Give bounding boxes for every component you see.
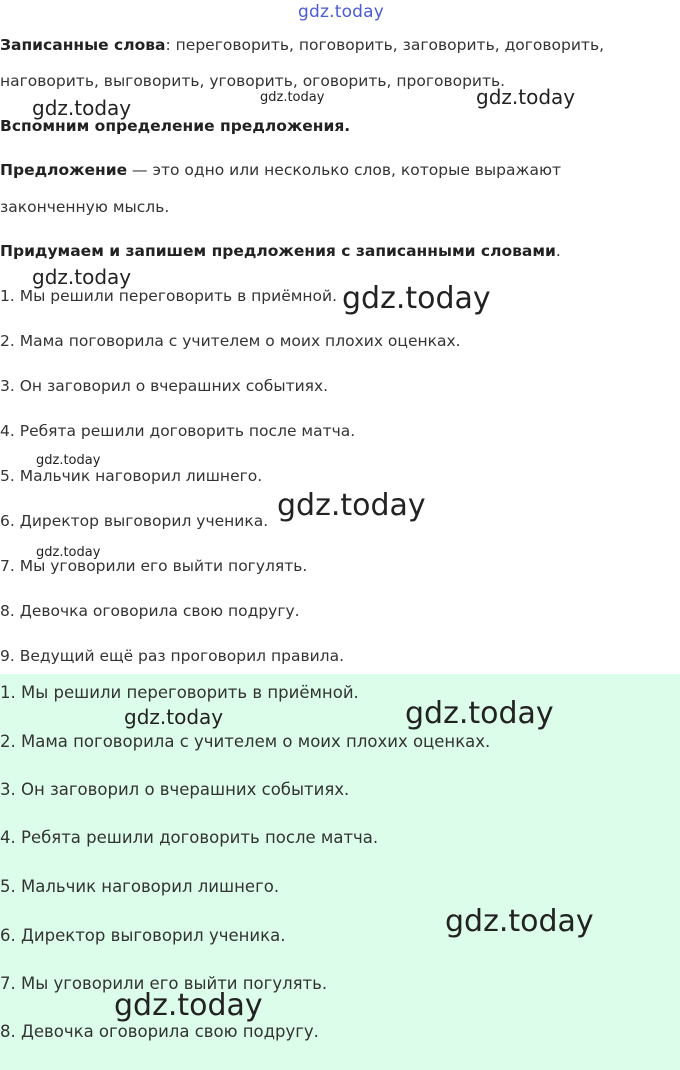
task-heading-period: . <box>555 242 561 260</box>
task-heading <box>0 241 561 261</box>
sentence-8: 8. Девочка оговорила свою подругу. <box>0 602 300 620</box>
watermark: gdz.today <box>405 696 554 731</box>
sentence-6: 6. Директор выговорил ученика. <box>0 512 269 530</box>
answer-sentence-5: 5. Мальчик наговорил лишнего. <box>0 877 280 896</box>
sentence-1: 1. Мы решили переговорить в приёмной. <box>0 287 338 305</box>
answer-sentence-7: 7. Мы уговорили его выйти погулять. <box>0 974 328 993</box>
sentence-7: 7. Мы уговорили его выйти погулять. <box>0 557 308 575</box>
written-words-line-2: наговорить, выговорить, уговорить, оговорить, проговорить. <box>0 72 506 90</box>
sentence-9: 9. Ведущий ещё раз проговорил правила. <box>0 647 345 665</box>
answer-sentence-2: 2. Мама поговорила с учителем о моих плохих оценках. <box>0 732 491 751</box>
top-watermark: gdz.today <box>298 2 385 22</box>
answer-sentence-8: 8. Девочка оговорила свою подругу. <box>0 1022 319 1041</box>
watermark: gdz.today <box>260 90 325 105</box>
written-words-label: Записанные слова <box>0 36 166 54</box>
task-heading-text: Придумаем и запишем предложения с записанными словами <box>0 242 556 260</box>
watermark: gdz.today <box>114 988 263 1023</box>
answer-sentence-3: 3. Он заговорил о вчерашних событиях. <box>0 780 350 799</box>
written-words-line-1 <box>0 35 604 55</box>
sentence-3: 3. Он заговорил о вчерашних событиях. <box>0 377 329 395</box>
watermark: gdz.today <box>476 85 576 109</box>
definition-term: Предложение <box>0 161 128 179</box>
watermark: gdz.today <box>32 265 132 289</box>
watermark: gdz.today <box>124 705 224 729</box>
answer-sentence-4: 4. Ребята решили договорить после матча. <box>0 828 379 847</box>
definition-text-1: — это одно или несколько слов, которые выражают <box>127 161 562 179</box>
watermark: gdz.today <box>32 96 132 120</box>
watermark: gdz.today <box>445 904 594 939</box>
answer-sentence-1: 1. Мы решили переговорить в приёмной. <box>0 683 359 702</box>
answer-sentence-6: 6. Директор выговорил ученика. <box>0 926 286 945</box>
watermark: gdz.today <box>277 488 426 523</box>
watermark: gdz.today <box>36 453 101 468</box>
definition-line-2: законченную мысль. <box>0 198 170 216</box>
watermark: gdz.today <box>36 545 101 560</box>
recall-heading: Вспомним определение предложения. <box>0 117 351 135</box>
sentence-5: 5. Мальчик наговорил лишнего. <box>0 467 263 485</box>
watermark: gdz.today <box>342 281 491 316</box>
sentence-4: 4. Ребята решили договорить после матча. <box>0 422 356 440</box>
definition-line-1 <box>0 160 561 180</box>
sentence-2: 2. Мама поговорила с учителем о моих плохих оценках. <box>0 332 461 350</box>
written-words-list-part-1: : переговорить, поговорить, заговорить, договорить, <box>165 36 605 54</box>
